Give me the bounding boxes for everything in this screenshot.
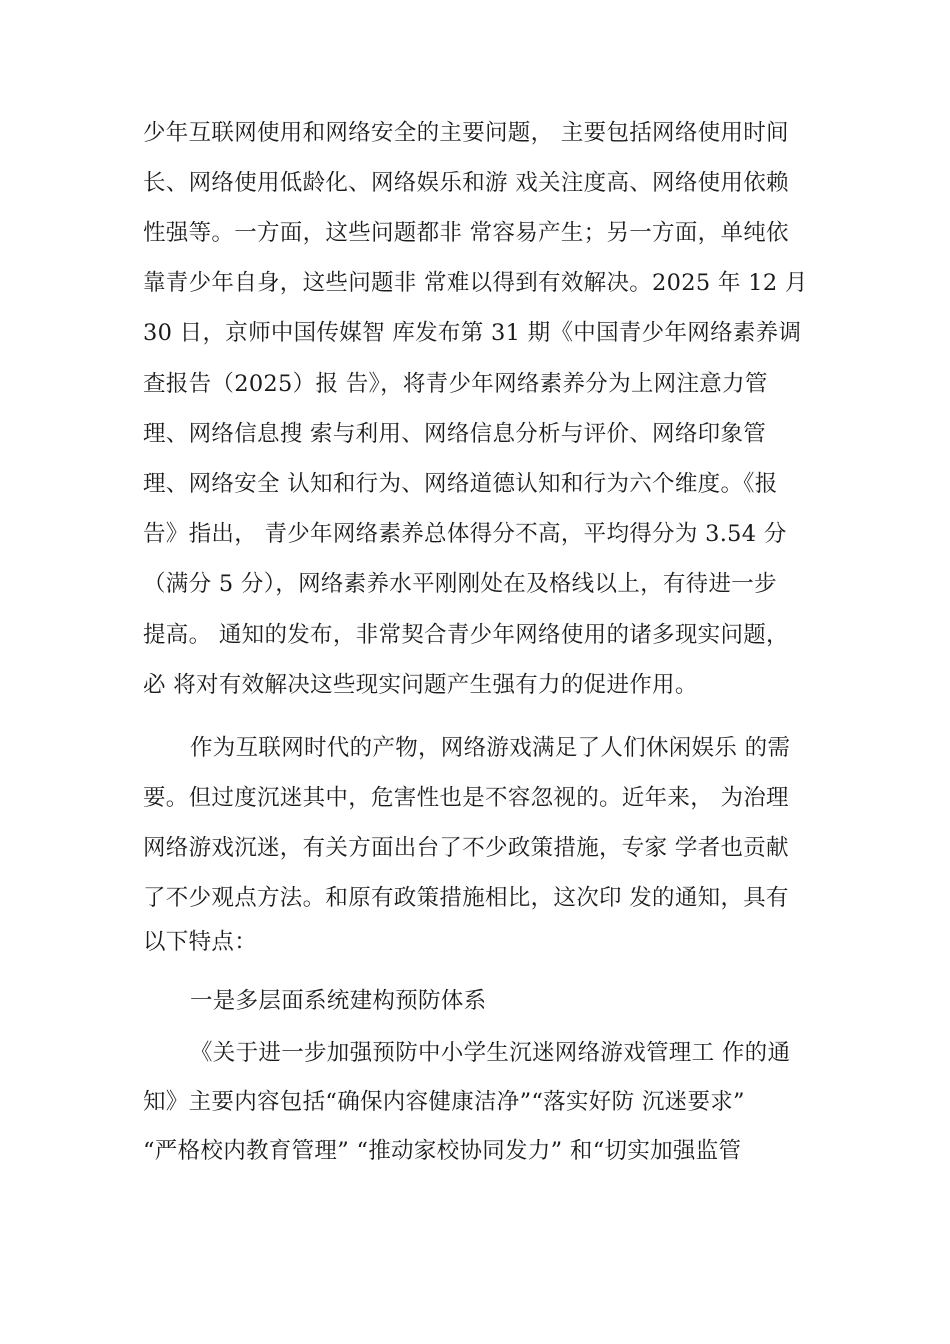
text-line: 少年互联网使用和网络安全的主要问题， 主要包括网络使用时间 (143, 120, 789, 146)
text-line: “严格校内教育管理” “推动家校协同发力” 和“切实加强监管 (143, 1138, 742, 1164)
paragraph-first-line: 作为互联网时代的产物，网络游戏满足了人们休闲娱乐 的需 (190, 735, 791, 761)
text-line: 理、网络安全 认知和行为、网络道德认知和行为六个维度。《报 (143, 471, 778, 497)
text-line: 了不少观点方法。和原有政策措施相比，这次印 发的通知，具有 (143, 885, 789, 911)
text-line: 网络游戏沉迷，有关方面出台了不少政策措施，专家 学者也贡献 (143, 835, 789, 861)
text-line: 30 日，京师中国传媒智 库发布第 31 期《中国青少年网络素养调 (143, 320, 802, 346)
text-line: 性强等。一方面，这些问题都非 常容易产生；另一方面，单纯依 (143, 220, 789, 246)
paragraph-first-line: 《关于进一步加强预防中小学生沉迷网络游戏管理工 作的通 (190, 1040, 791, 1066)
text-line: 必 将对有效解决这些现实问题产生强有力的促进作用。 (143, 672, 698, 698)
text-line: 查报告（2025）报 告》，将青少年网络素养分为上网注意力管 (143, 371, 768, 397)
section-heading: 一是多层面系统建构预防体系 (190, 988, 487, 1014)
text-line: 要。但过度沉迷其中，危害性也是不容忽视的。近年来， 为治理 (143, 785, 789, 811)
text-line: 长、网络使用低龄化、网络娱乐和游 戏关注度高、网络使用依赖 (143, 170, 789, 196)
text-line: 靠青少年自身，这些问题非 常难以得到有效解决。2025 年 12 月 (143, 270, 808, 296)
text-line: 告》指出， 青少年网络素养总体得分不高，平均得分为 3.54 分 (143, 521, 787, 547)
text-line: 以下特点： (143, 929, 258, 955)
text-line: 提高。 通知的发布，非常契合青少年网络使用的诸多现实问题， (143, 622, 789, 648)
text-line: 理、网络信息搜 索与利用、网络信息分析与评价、网络印象管 (143, 421, 767, 447)
text-line: 知》主要内容包括“确保内容健康洁净”“落实好防 沉迷要求” (143, 1089, 745, 1115)
text-line: （满分 5 分），网络素养水平刚刚处在及格线以上，有待进一步 (143, 571, 777, 597)
